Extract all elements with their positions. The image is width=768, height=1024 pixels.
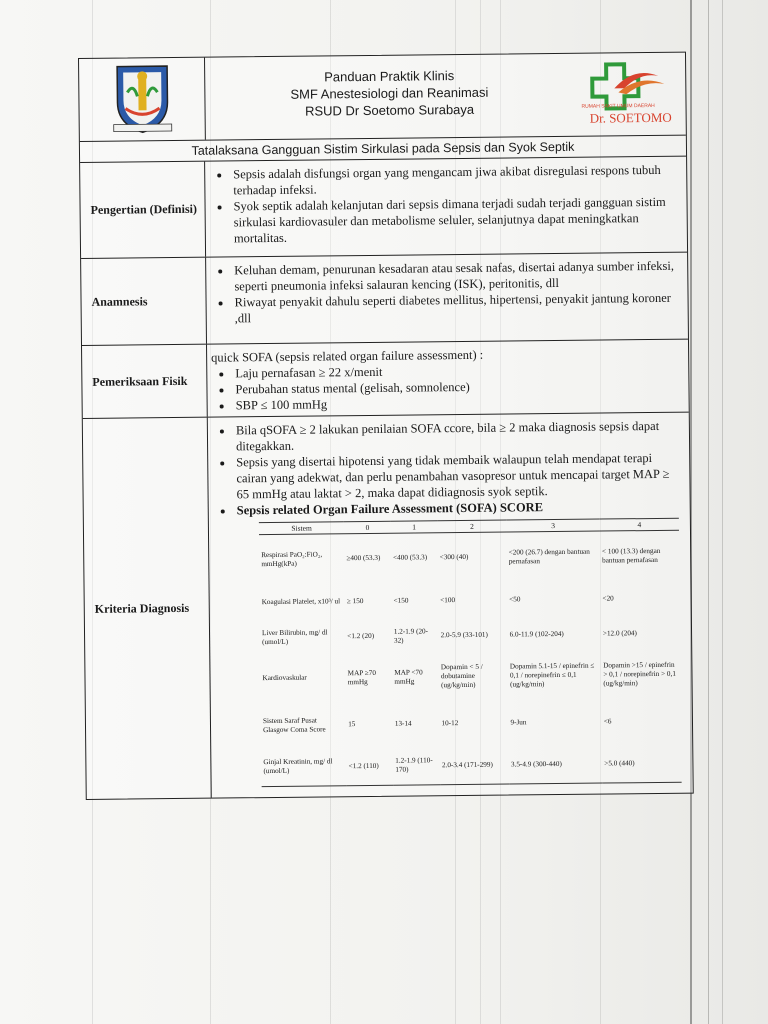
- section-anamnesis: [81, 253, 688, 346]
- list-item: • SBP ≤ 100 mmHg: [234, 393, 683, 414]
- table-cell: Koagulasi Platelet, x10³/ ul: [261, 597, 341, 607]
- table-cell: 2.0-5.9 (33-101): [440, 630, 488, 640]
- table-cell: 1.2-1.9 (110-170): [393, 747, 440, 785]
- sofa-score-table: [259, 518, 682, 787]
- qsofa-intro: quick SOFA (sepsis related organ failure assessment) :: [211, 347, 484, 365]
- section-label: Pengertian (Definisi): [80, 162, 206, 258]
- section-pengertian: [80, 157, 687, 259]
- guideline-title: Panduan Praktik Klinis: [324, 68, 455, 85]
- table-cell: MAP ≥70 mmHg: [347, 668, 376, 686]
- column-header: 4: [600, 518, 679, 531]
- list-item: • Keluhan demam, penurunan kesadaran atau sesak nafas, disertai adanya sumber infeksi, seperti pneumonia infeksi salauran kencing (ISK), peritonitis, dll: [232, 258, 681, 295]
- table-row: [260, 580, 680, 620]
- logo-name: Dr. SOETOMO: [589, 109, 672, 126]
- section-body: [206, 253, 688, 344]
- table-cell: ≥400 (53.3): [346, 554, 381, 563]
- table-cell: 9-Jun: [510, 718, 527, 727]
- table-cell: <6: [603, 717, 612, 726]
- table-cell: ≥ 150: [346, 597, 364, 606]
- table-cell: Sistem Saraf Pusat Glasgow Coma Score: [262, 716, 326, 734]
- section-body: [208, 413, 693, 798]
- table-cell: <1.2 (110): [346, 747, 393, 785]
- table-cell: 10-12: [441, 719, 459, 728]
- table-cell: <20: [602, 594, 614, 603]
- page-edge: [722, 0, 723, 1024]
- section-body: [205, 157, 687, 257]
- list-item: • Bila qSOFA ≥ 2 lakukan penilaian SOFA ccore, bila ≥ 2 maka diagnosis sepsis dapat ditegakkan.: [234, 418, 683, 455]
- form-title-block: [205, 54, 574, 140]
- table-row: [260, 616, 680, 654]
- section-label: Kriteria Diagnosis: [83, 418, 212, 799]
- table-cell: >12.0 (204): [602, 629, 637, 638]
- table-cell: 15: [348, 720, 356, 729]
- table-row: [261, 698, 681, 748]
- table-cell: Kardiovaskular: [262, 673, 307, 683]
- document-subtitle: Tatalaksana Gangguan Sistim Sirkulasi pada Sepsis dan Syok Septik: [80, 136, 686, 163]
- section-label: Anamnesis: [81, 258, 207, 345]
- list-item: • Sepsis yang disertai hipotensi yang tidak membaik walaupun telah mendapat terapi cairan yang adekwat, dan perlu penambahan vasopresor untuk mencapai target MAP ≥ 65 mmHg atau laktat > 2, maka dapat didiagnosis syok septik.: [234, 450, 683, 503]
- table-cell: <150: [393, 596, 409, 605]
- list-item: • Syok septik adalah kelanjutan dari sepsis dimana terjadi sudah terjadi gangguan sistim sirkulasi kardiovasuler dan metabolisme seluler, selanjutnya dapat meningkatkan mortalitas.: [231, 194, 680, 247]
- column-header: 1: [391, 521, 438, 533]
- section-label: Pemeriksaan Fisik: [82, 345, 208, 418]
- table-cell: <100: [440, 596, 456, 605]
- sofa-table-title: • Sepsis related Organ Failure Assessment (SOFA) SCORE: [235, 498, 684, 519]
- logo-caption: RUMAH SAKIT UMUM DAERAH: [581, 102, 655, 110]
- table-cell: Dopamin >15 / epinefrin > 0,1 / norepinefrin > 0,1 (ug/kg/min): [603, 660, 676, 688]
- table-row: [261, 744, 681, 786]
- list-item: • Perubahan status mental (gelisah, somnolence): [233, 377, 682, 398]
- table-row: [260, 650, 680, 702]
- table-cell: MAP <70 mmHg: [394, 667, 423, 686]
- page-edge: [708, 0, 709, 1024]
- section-pemeriksaan: [82, 340, 689, 419]
- section-body: [207, 340, 689, 417]
- table-cell: 13-14: [394, 719, 412, 728]
- column-header: Sistem: [259, 522, 344, 535]
- list-item: • Riwayat penyakit dahulu seperti diabetes mellitus, hipertensi, penyakit jantung koroner ,dll: [232, 290, 681, 327]
- table-cell: <300 (40): [439, 553, 469, 562]
- table-cell: <400 (53.3): [393, 553, 428, 562]
- table-cell: <200 (26.7) dengan bantuan pernafasan: [508, 547, 590, 566]
- clinical-guideline-form: [78, 52, 694, 800]
- table-cell: 1.2-1.9 (20-32): [393, 626, 429, 645]
- jawa-timur-emblem-icon: [79, 58, 206, 141]
- table-cell: <1.2 (20): [347, 631, 375, 641]
- table-cell: <50: [509, 595, 521, 604]
- table-cell: >5.0 (440): [602, 744, 682, 783]
- table-cell: Ginjal Kreatinin, mg/ dl (umol/L): [261, 748, 347, 787]
- list-item: • Laju pernafasan ≥ 22 x/menit: [233, 361, 682, 382]
- form-header: [79, 53, 686, 142]
- hospital-name: RSUD Dr Soetomo Surabaya: [304, 101, 475, 119]
- column-header: 2: [437, 520, 506, 533]
- column-header: 3: [506, 519, 599, 532]
- table-cell: 2.0-3.4 (171-299): [440, 746, 509, 785]
- table-cell: Liver Bilirubin, mg/ dl (umol/L): [261, 627, 328, 646]
- table-cell: < 100 (13.3) dengan bantuan pernafasan: [601, 546, 661, 565]
- column-header: 0: [344, 521, 391, 533]
- table-cell: Dopamin 5.1-15 / epinefrin ≤ 0,1 / norepinefrin ≤ 0,1 (ug/kg/min): [509, 661, 595, 689]
- list-item: • Sepsis adalah disfungsi organ yang mengancam jiwa akibat disregulasi respons tubuh terhadap infeksi.: [231, 162, 680, 199]
- section-kriteria: [83, 413, 693, 799]
- table-cell: 3.5-4.9 (300-440): [509, 745, 603, 784]
- table-cell: Dopamin < 5 / dobutamine (ug/kg/min): [440, 662, 483, 690]
- hospital-logo: [573, 53, 686, 136]
- table-cell: 6.0-11.9 (102-204): [509, 629, 564, 639]
- table-cell: Respirasi PaO₂:FiO₂, mmHg(kPa): [261, 550, 323, 568]
- department-name: SMF Anestesiologi dan Reanimasi: [290, 84, 489, 102]
- table-row: [259, 530, 680, 584]
